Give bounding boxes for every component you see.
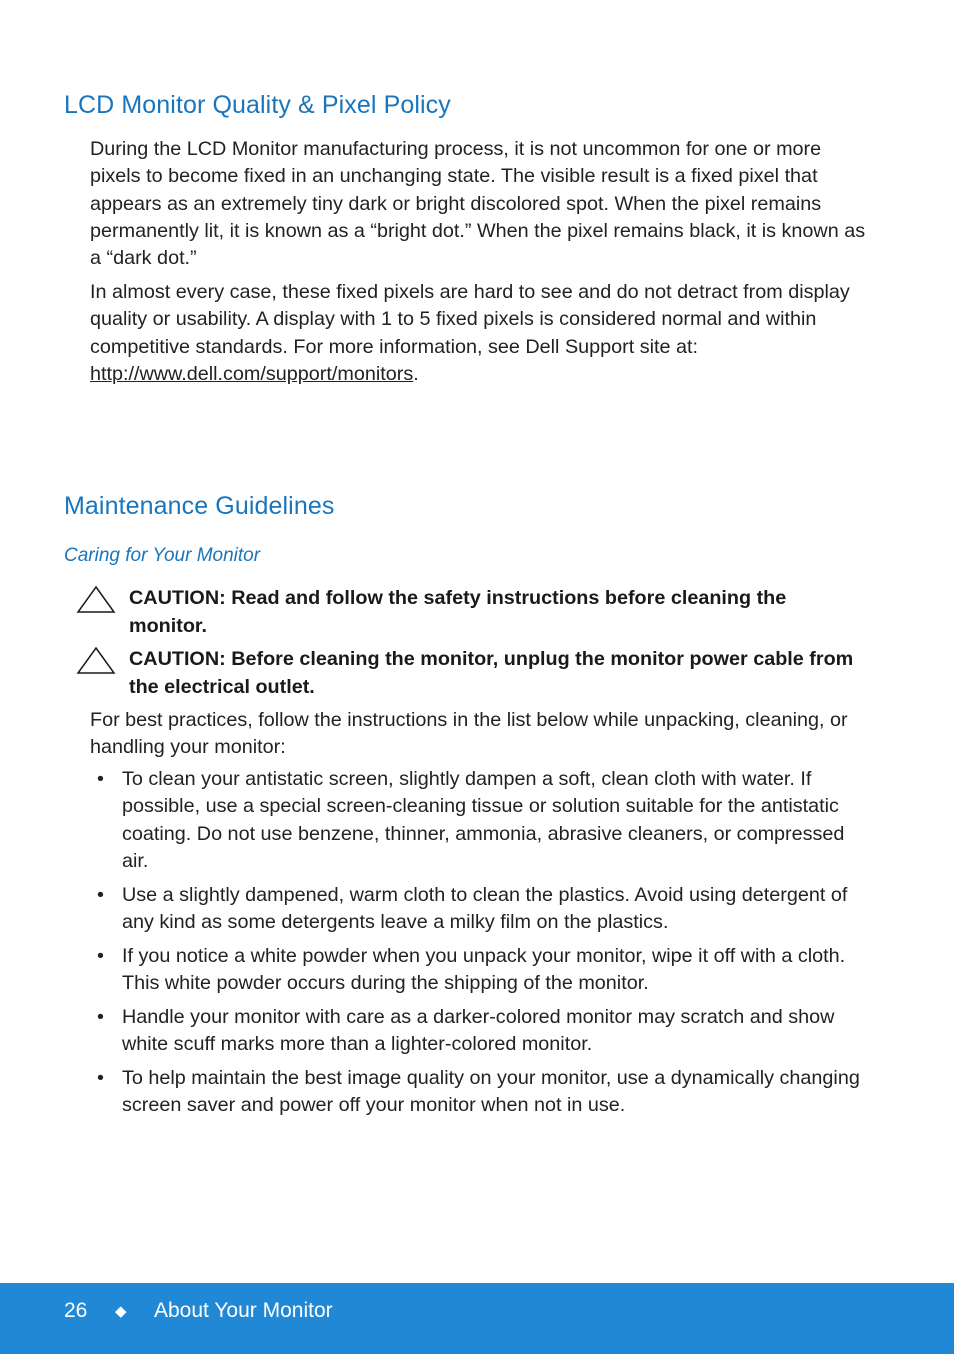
list-item — [90, 943, 870, 998]
section-heading-pixel-policy: LCD Monitor Quality & Pixel Policy — [64, 91, 451, 119]
caution-triangle-icon — [76, 646, 116, 676]
page-footer — [0, 1283, 954, 1354]
pixel-policy-paragraph-2 — [90, 279, 870, 388]
dell-support-link[interactable]: http://www.dell.com/support/monitors — [90, 362, 414, 385]
bullet-icon: • — [97, 883, 104, 906]
list-item-text: If you notice a white powder when you unpack your monitor, wipe it off with a cloth. This white powder occurs during the shipping of the monitor. — [122, 944, 846, 994]
caution-triangle-icon — [76, 585, 116, 615]
list-item — [90, 1065, 870, 1120]
caution-text-1: CAUTION: Read and follow the safety instructions before cleaning the monitor. — [129, 587, 787, 637]
page-number: 26 — [64, 1299, 88, 1322]
footer-chapter-title: About Your Monitor — [154, 1299, 333, 1322]
best-practices-list — [90, 766, 870, 1126]
bullet-icon: • — [97, 1066, 104, 1089]
subheading-caring: Caring for Your Monitor — [64, 545, 261, 566]
list-item-text: Handle your monitor with care as a darker-colored monitor may scratch and show white scuff marks more than a lighter-colored monitor. — [122, 1005, 835, 1055]
pixel-policy-paragraph-2-text: In almost every case, these fixed pixels are hard to see and do not detract from display quality or usability. A display with 1 to 5 fixed pixels is considered normal and within competitive standards. For more information, see Dell Support site at: — [90, 281, 850, 358]
bullet-icon: • — [97, 768, 104, 790]
best-practices-intro: For best practices, follow the instructions in the list below while unpacking, cleaning, or handling your monitor: — [90, 709, 848, 759]
list-item-text: To clean your antistatic screen, slightly dampen a soft, clean cloth with water. If possible, use a special screen-cleaning tissue or solution suitable for the antistatic coating. Do not use benzene, thinner, ammonia, abrasive cleaners, or compressed air. — [122, 768, 845, 872]
pixel-policy-paragraph-1: During the LCD Monitor manufacturing process, it is not uncommon for one or more pixels to become fixed in an unchanging state. The visible result is a fixed pixel that appears as an extremely tiny dark or bright discolored spot. When the pixel remains permanently lit, it is known as a “bright dot.” When the pixel remains black, it is known as a “dark dot.” — [90, 138, 866, 270]
list-item — [90, 766, 870, 875]
list-item — [90, 882, 870, 937]
list-item-text: To help maintain the best image quality on your monitor, use a dynamically changing screen saver and power off your monitor when not in use. — [122, 1066, 860, 1116]
diamond-separator-icon: ◆ — [115, 1303, 127, 1320]
section-heading-maintenance: Maintenance Guidelines — [64, 492, 335, 520]
list-item — [90, 1004, 870, 1059]
list-item-text: Use a slightly dampened, warm cloth to clean the plastics. Avoid using detergent of any kind as some detergents leave a milky film on the plastics. — [122, 883, 848, 933]
bullet-icon: • — [97, 1005, 104, 1028]
link-suffix: . — [413, 362, 419, 385]
caution-text-2: CAUTION: Before cleaning the monitor, unplug the monitor power cable from the electrical outlet. — [129, 648, 854, 698]
bullet-icon: • — [97, 944, 104, 967]
